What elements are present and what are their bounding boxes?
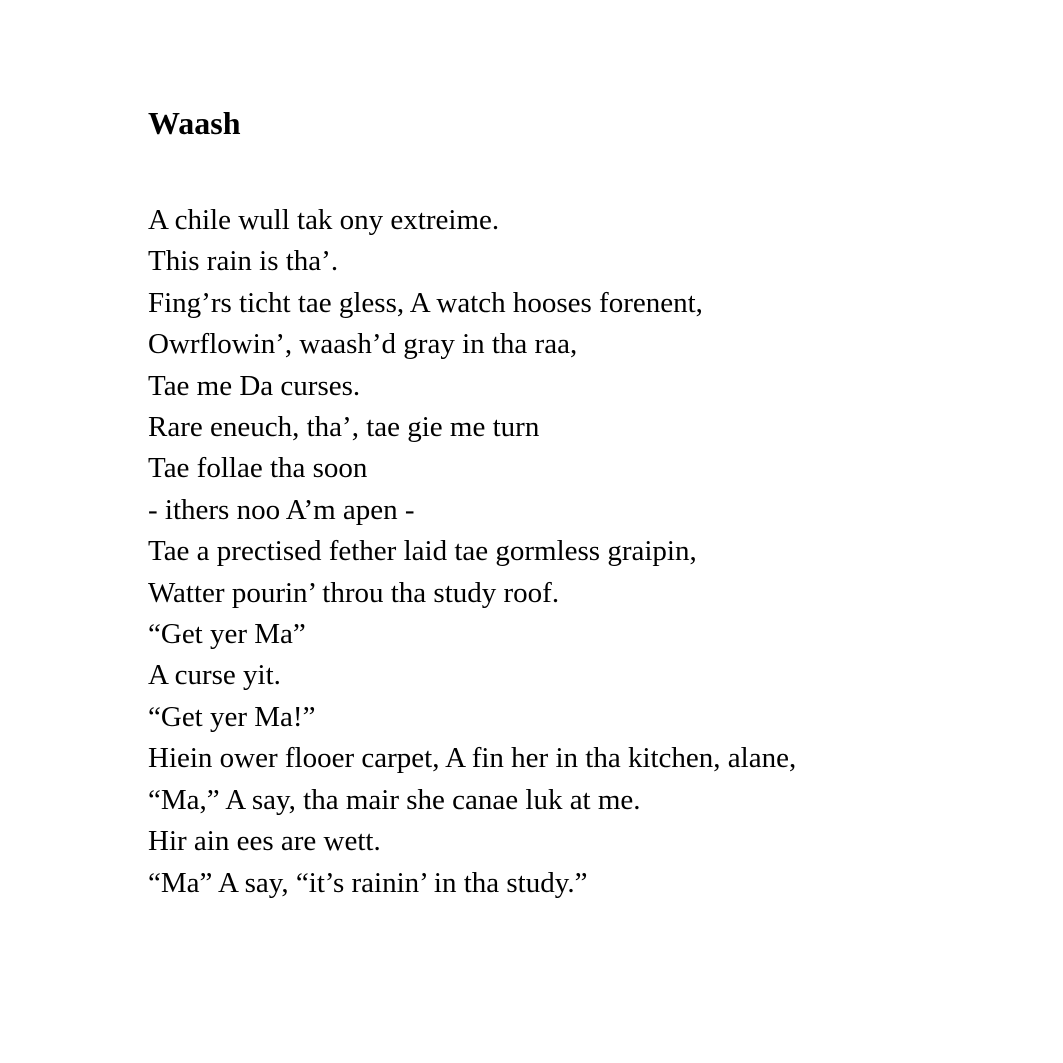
poem-line: Owrflowin’, waash’d gray in tha raa, xyxy=(148,328,578,361)
poem-line: Fing’rs ticht tae gless, A watch hooses forenent, xyxy=(148,286,703,319)
poem-line: Hir ain ees are wett. xyxy=(148,825,381,858)
poem-line: Watter pourin’ throu tha study roof. xyxy=(148,576,560,609)
poem-line: A curse yit. xyxy=(148,659,281,692)
poem-line: Tae follae tha soon xyxy=(148,452,368,485)
poem-line: “Get yer Ma!” xyxy=(148,700,316,733)
poem-body xyxy=(148,200,1008,904)
poem-line: This rain is tha’. xyxy=(148,245,339,278)
document-page xyxy=(148,100,1008,904)
poem-title: Waash xyxy=(148,105,241,141)
poem-line: Hiein ower flooer carpet, A fin her in tha kitchen, alane, xyxy=(148,742,797,775)
poem-line: “Ma” A say, “it’s rainin’ in tha study.” xyxy=(148,866,588,899)
poem-line: “Get yer Ma” xyxy=(148,618,306,651)
poem-line: “Ma,” A say, tha mair she canae luk at me. xyxy=(148,783,641,816)
poem-line: Rare eneuch, tha’, tae gie me turn xyxy=(148,411,540,444)
poem-line: Tae me Da curses. xyxy=(148,369,361,402)
poem-line: A chile wull tak ony extreime. xyxy=(148,204,500,236)
poem-line: Tae a prectised fether laid tae gormless graipin, xyxy=(148,535,697,568)
poem-line: - ithers noo A’m apen - xyxy=(148,493,415,526)
